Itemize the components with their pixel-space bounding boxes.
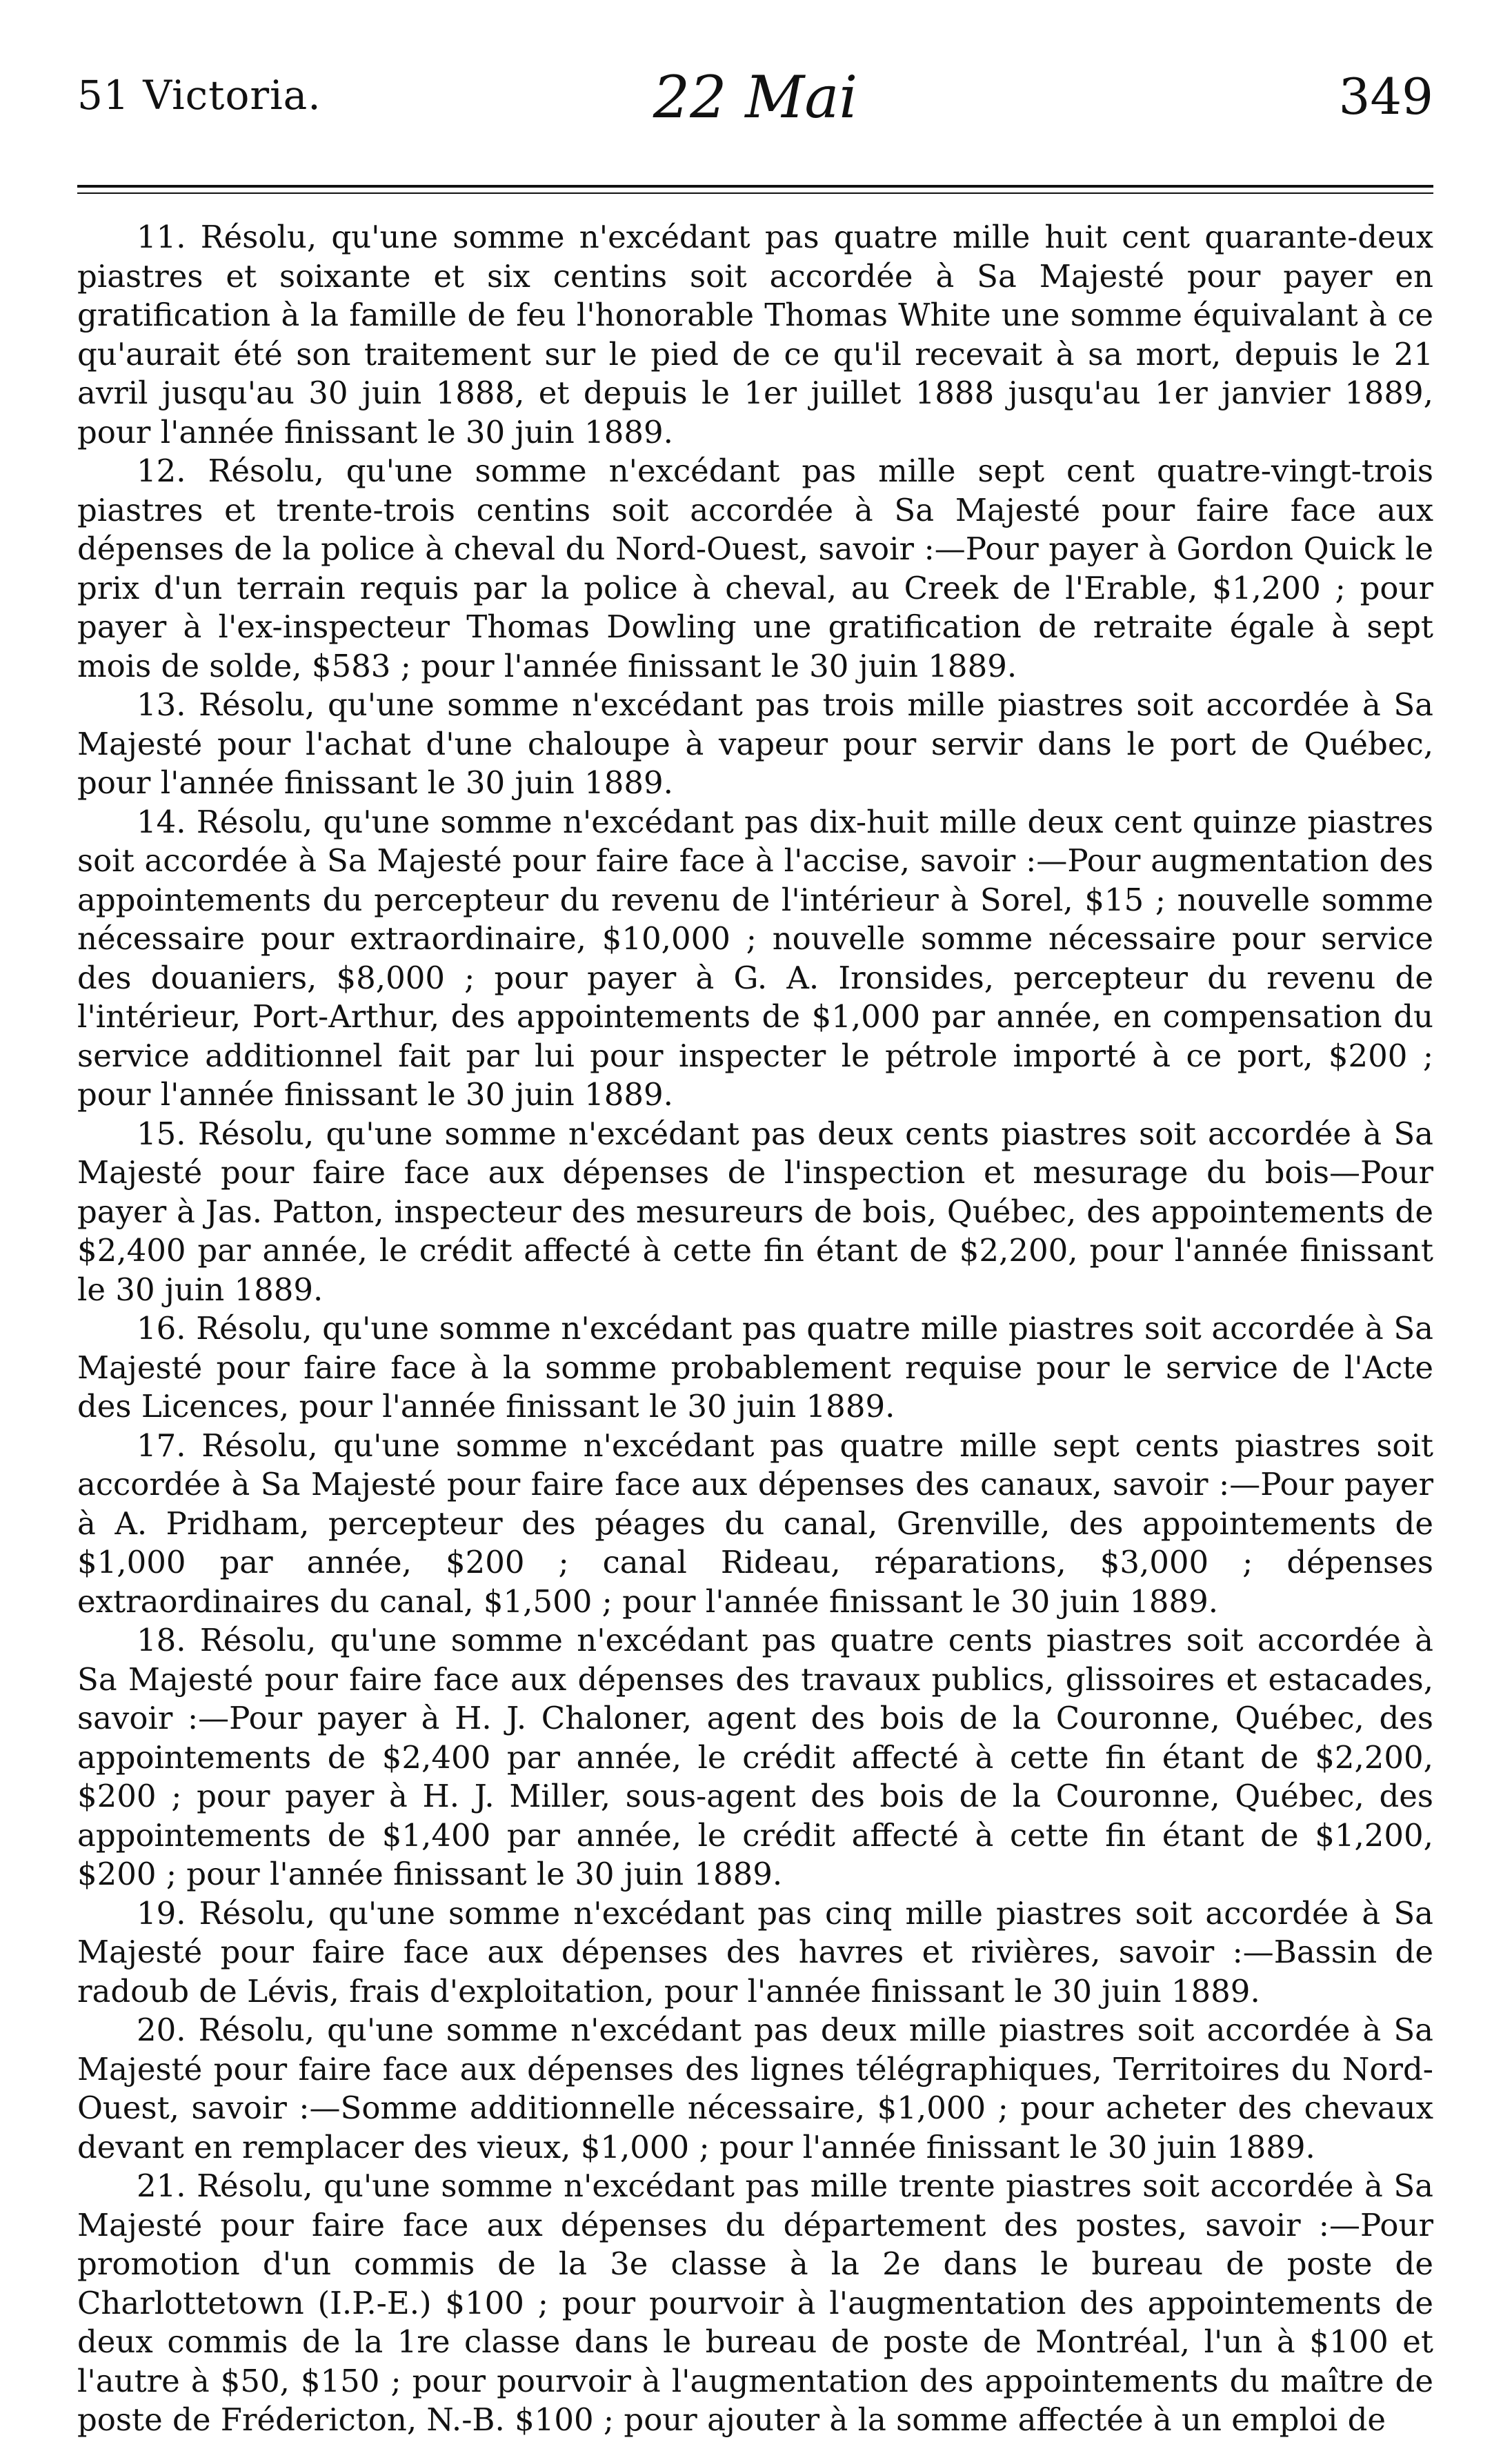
paragraph-resolution-18: 18. Résolu, qu'une somme n'excédant pas quatre cents piastres soit accordée à Sa Majesté pour faire face aux dépenses des travaux publics, glissoires et estacades, savoir :—Pour payer à H. J. Chaloner, agent des bois de la Couronne, Québec, des appointements de $2,400 par année, le crédit affecté à cette fin étant de $2,200, $200 ; pour payer à H. J. Miller, sous-agent des bois de la Couronne, Québec, des appointements de $1,400 par année, le crédit affecté à cette fin étant de $1,200, $200 ; pour l'année finissant le 30 juin 1889. [77,1622,1433,1892]
header-rule-thin [77,192,1433,194]
page-number: 349 [1338,68,1433,126]
header-volume: 51 Victoria. [77,72,321,119]
paragraph-resolution-17: 17. Résolu, qu'une somme n'excédant pas quatre mille sept cents piastres soit accordée à Sa Majesté pour faire face aux dépenses des canaux, savoir :—Pour payer à A. Pridham, percepteur des péages du canal, Grenville, des appointements de $1,000 par année, $200 ; canal Rideau, réparations, $3,000 ; dépenses extraordinaires du canal, $1,500 ; pour l'année finissant le 30 juin 1889. [77,1427,1433,1620]
paragraph-resolution-16: 16. Résolu, qu'une somme n'excédant pas quatre mille piastres soit accordée à Sa Majesté pour faire face à la somme probablement requise pour le service de l'Acte des Licences, pour l'année finissant le 30 juin 1889. [77,1310,1433,1425]
header-date: 22 Mai [653,63,858,131]
paragraph-resolution-11: 11. Résolu, qu'une somme n'excédant pas quatre mille huit cent quarante-deux piastres et soixante et six centins soit accordée à Sa Majesté pour payer en gratification à la famille de feu l'honorable Thomas White une somme équivalant à ce qu'aurait été son traitement sur le pied de ce qu'il recevait à sa mort, depuis le 21 avril jusqu'au 30 juin 1888, et depuis le 1er juillet 1888 jusqu'au 1er janvier 1889, pour l'année finissant le 30 juin 1889. [77,219,1433,450]
paragraph-resolution-13: 13. Résolu, qu'une somme n'excédant pas trois mille piastres soit accordée à Sa Majesté pour l'achat d'une chaloupe à vapeur pour servir dans le port de Québec, pour l'année finissant le 30 juin 1889. [77,686,1433,801]
body-text [77,218,1433,2440]
paragraph-resolution-20: 20. Résolu, qu'une somme n'excédant pas deux mille piastres soit accordée à Sa Majesté pour faire face aux dépenses des lignes télégraphiques, Territoires du Nord-Ouest, savoir :—Somme additionnelle nécessaire, $1,000 ; pour acheter des chevaux devant en remplacer des vieux, $1,000 ; pour l'année finissant le 30 juin 1889. [77,2012,1433,2165]
paragraph-resolution-19: 19. Résolu, qu'une somme n'excédant pas cinq mille piastres soit accordée à Sa Majesté pour faire face aux dépenses des havres et rivières, savoir :—Bassin de radoub de Lévis, frais d'exploitation, pour l'année finissant le 30 juin 1889. [77,1894,1433,2010]
paragraph-resolution-14: 14. Résolu, qu'une somme n'excédant pas dix-huit mille deux cent quinze piastres soit accordée à Sa Majesté pour faire face à l'accise, savoir :—Pour augmentation des appointements du percepteur du revenu de l'intérieur à Sorel, $15 ; nouvelle somme nécessaire pour extraordinaire, $10,000 ; nouvelle somme nécessaire pour service des douaniers, $8,000 ; pour payer à G. A. Ironsides, percepteur du revenu de l'intérieur, Port-Arthur, des appointements de $1,000 par année, en compensation du service additionnel fait par lui pour inspecter le pétrole importé à ce port, $200 ; pour l'année finissant le 30 juin 1889. [77,803,1433,1113]
paragraph-resolution-15: 15. Résolu, qu'une somme n'excédant pas deux cents piastres soit accordée à Sa Majesté pour faire face aux dépenses de l'inspection et mesurage du bois—Pour payer à Jas. Patton, inspecteur des mesureurs de bois, Québec, des appointements de $2,400 par année, le crédit affecté à cette fin étant de $2,200, pour l'année finissant le 30 juin 1889. [77,1115,1433,1308]
header-rule-thick [77,185,1433,188]
running-head [77,63,1433,139]
paragraph-resolution-21: 21. Résolu, qu'une somme n'excédant pas mille trente piastres soit accordée à Sa Majesté pour faire face aux dépenses du département des postes, savoir :—Pour promotion d'un commis de la 3e classe à la 2e dans le bureau de poste de Charlottetown (I.P.-E.) $100 ; pour pourvoir à l'augmentation des appointements de deux commis de la 1re classe dans le bureau de poste de Montréal, l'un à $100 et l'autre à $50, $150 ; pour pourvoir à l'augmentation des appointements du maître de poste de Frédericton, N.-B. $100 ; pour ajouter à la somme affectée à un emploi de [77,2168,1433,2438]
paragraph-resolution-12: 12. Résolu, qu'une somme n'excédant pas mille sept cent quatre-vingt-trois piastres et trente-trois centins soit accordée à Sa Majesté pour faire face aux dépenses de la police à cheval du Nord-Ouest, savoir :—Pour payer à Gordon Quick le prix d'un terrain requis par la police à cheval, au Creek de l'Erable, $1,200 ; pour payer à l'ex-inspecteur Thomas Dowling une gratification de retraite égale à sept mois de solde, $583 ; pour l'année finissant le 30 juin 1889. [77,453,1433,684]
